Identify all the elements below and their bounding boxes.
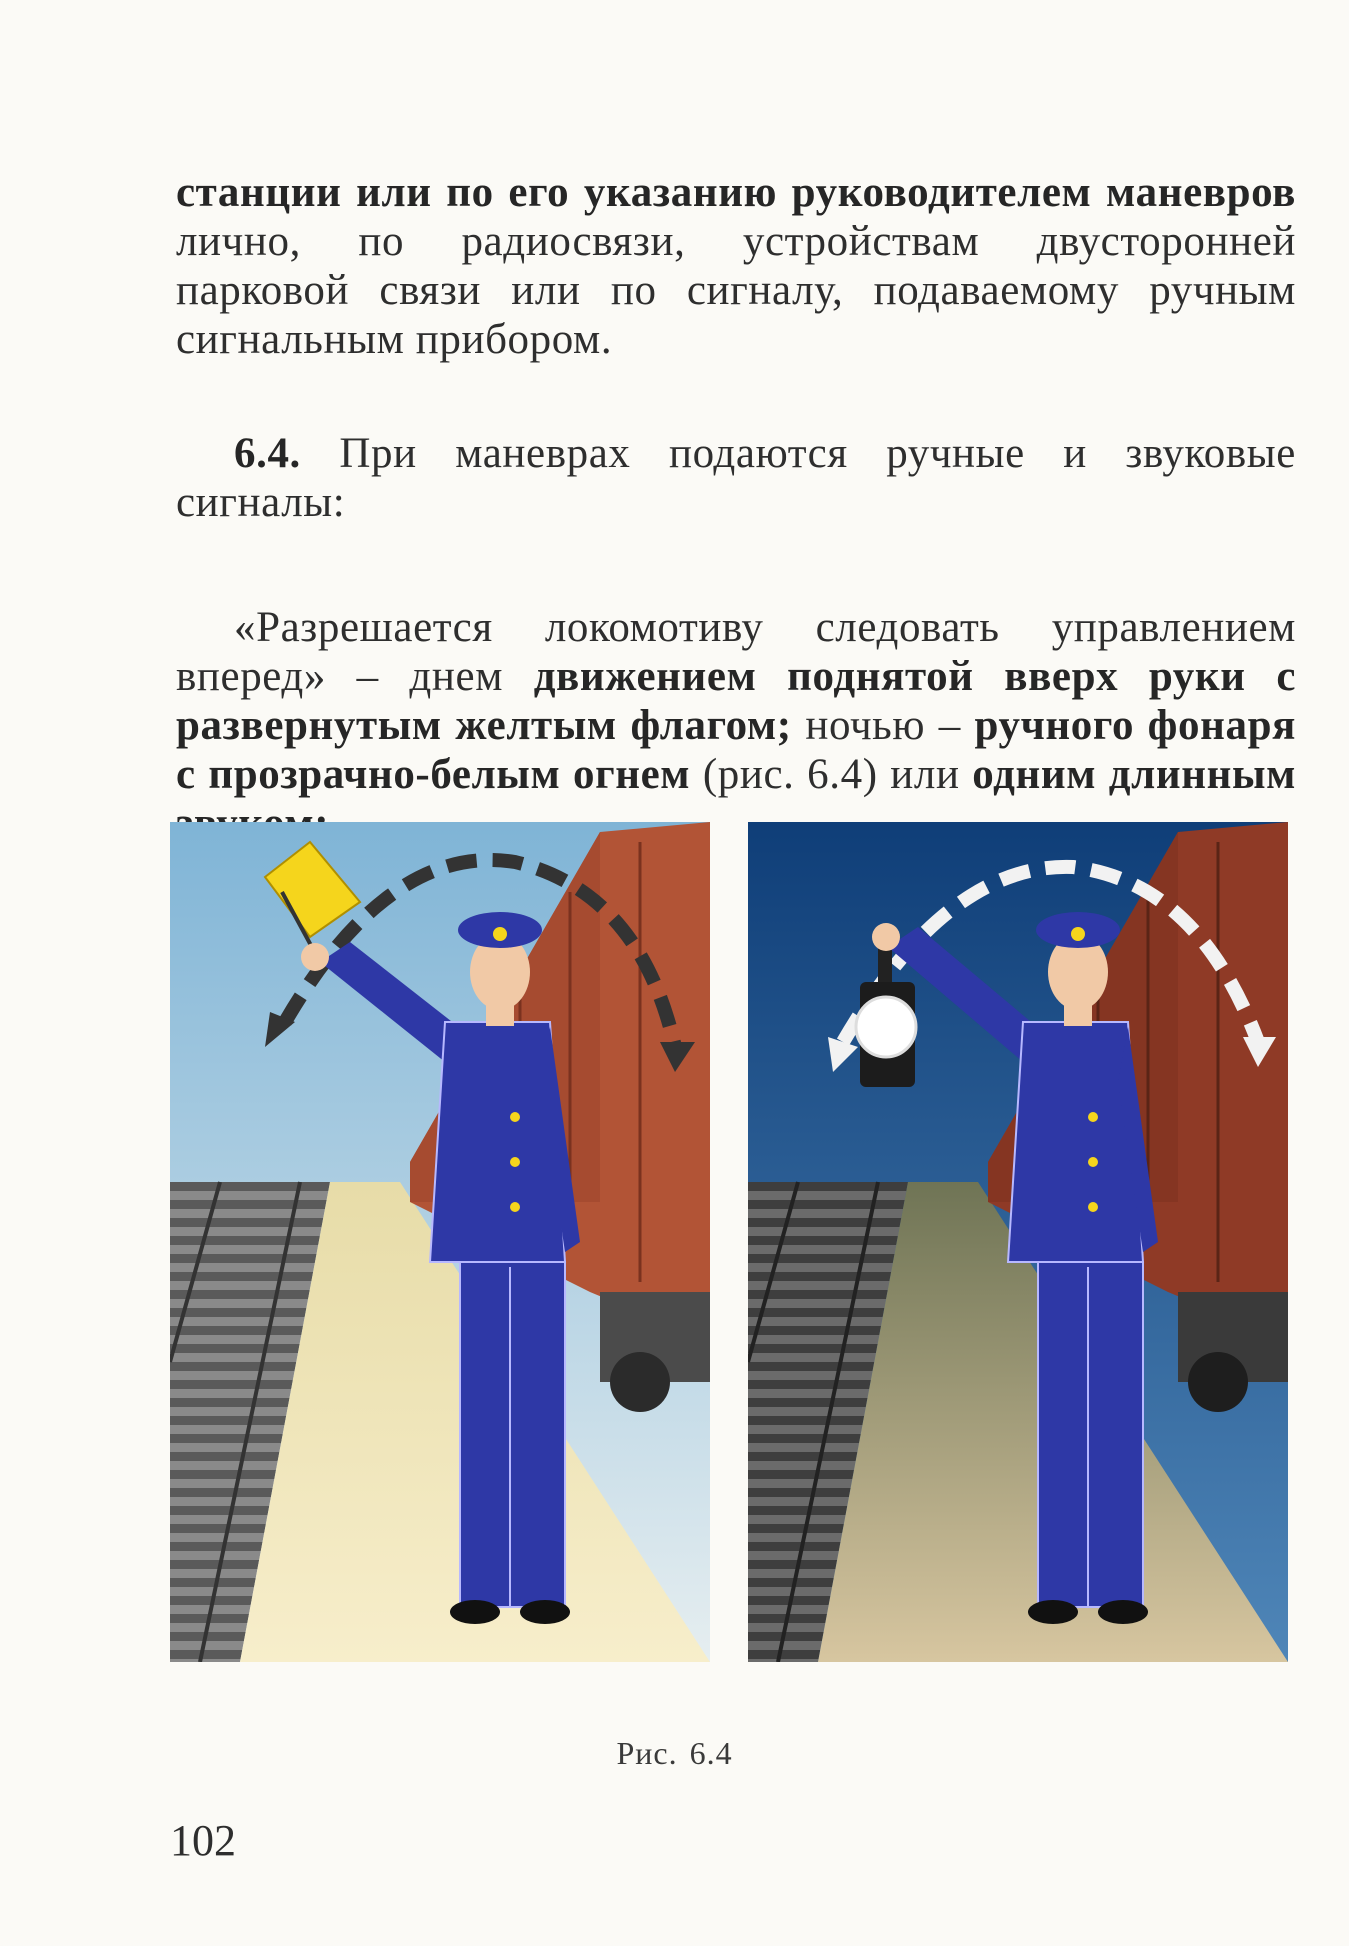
body-text: ночью – — [791, 702, 975, 749]
bold-text: станции или по его указанию руководителем маневров — [176, 169, 1296, 216]
day-signal-drawing — [170, 822, 710, 1662]
caption-label: Рис. — [616, 1735, 678, 1771]
body-text: «Разрешается локомотиву следовать управлением вперед» – днем — [176, 604, 1296, 700]
body-text: При маневрах подаются ручные и звуковые сигналы: — [176, 430, 1296, 526]
caption-number: 6.4 — [689, 1735, 733, 1771]
body-text: лично, по радиосвязи, устройствам двусторонней парковой связи или по сигналу, подаваемому ручным сигнальным прибором. — [176, 218, 1296, 363]
section-number: 6.4. — [234, 430, 301, 477]
body-text: (рис. 6.4) или — [690, 751, 973, 798]
page-number: 102 — [170, 1816, 236, 1865]
paragraph-continuation — [176, 168, 1296, 364]
figure-caption — [0, 1735, 1349, 1772]
bold-text: одним длинным — [972, 751, 1297, 798]
bold-text: ручного фонаря с прозрачно-белым огнем — [176, 702, 1296, 798]
illustration-day-flag — [170, 822, 710, 1662]
paragraph-6-4 — [176, 429, 1296, 527]
paragraph-signal-forward — [176, 603, 1296, 848]
bold-text: движением поднятой вверх руки с развернутым желтым флагом; — [176, 653, 1297, 749]
illustration-night-lantern — [748, 822, 1288, 1662]
night-signal-drawing — [748, 822, 1288, 1662]
